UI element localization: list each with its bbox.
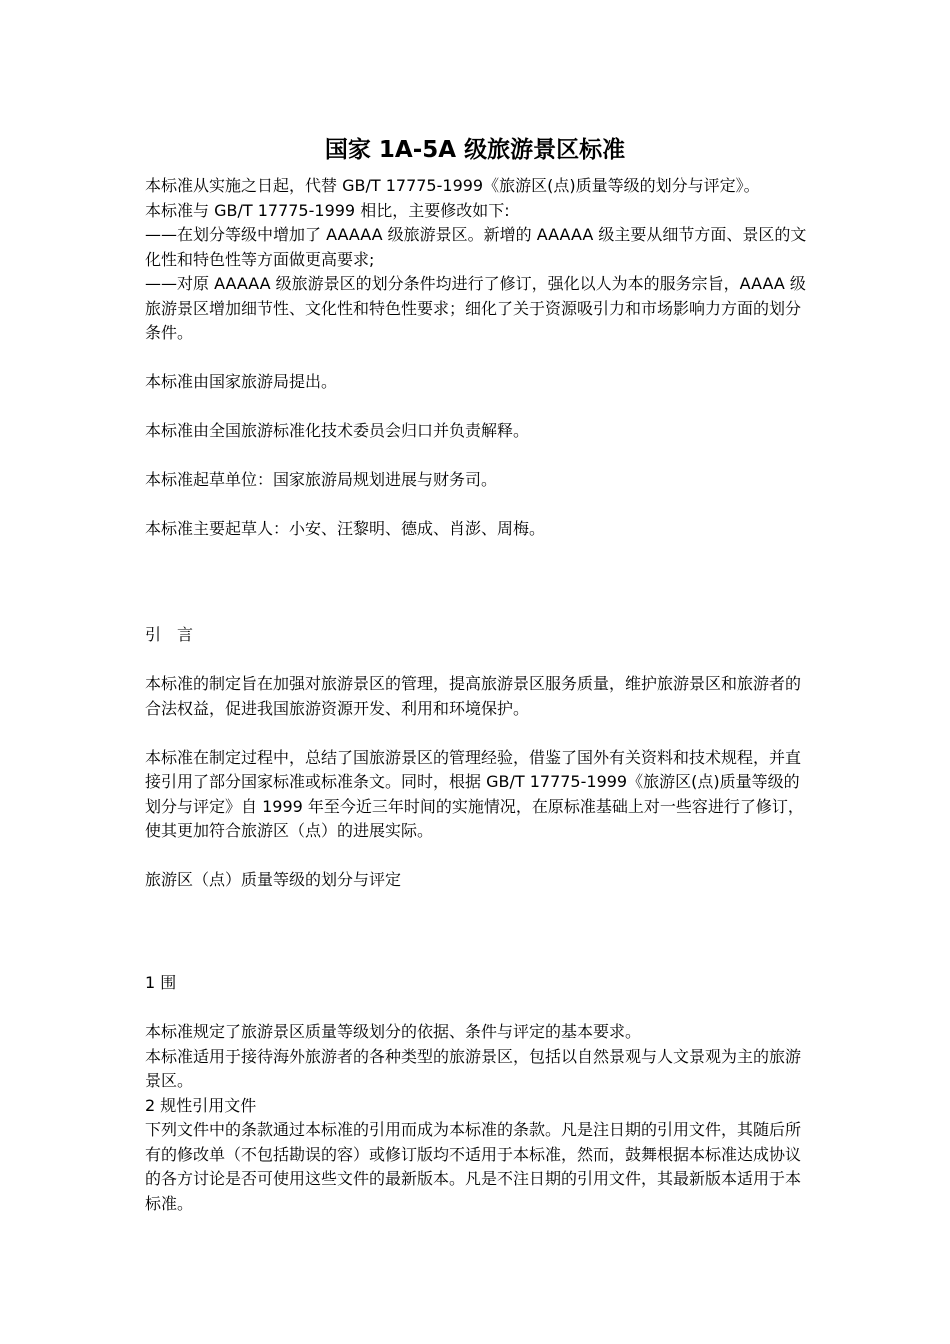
blank-line: [145, 395, 813, 420]
foreword-proposed-by: 本标准由国家旅游局提出。: [145, 372, 338, 391]
section-1-line-1: 本标准规定了旅游景区质量等级划分的依据、条件与评定的基本要求。: [145, 1022, 642, 1041]
foreword-drafters: 本标准主要起草人：小安、汪黎明、德成、肖澎、周梅。: [145, 519, 546, 538]
section-1-heading: 1 围: [145, 973, 177, 992]
foreword-interpreted-by: 本标准由全国旅游标准化技术委员会归口并负责解释。: [145, 421, 530, 440]
foreword-changes-block: [145, 174, 813, 542]
section-1-line-2: 本标准适用于接待海外旅游者的各种类型的旅游景区，包括以自然景观与人文景观为主的旅游景区。: [145, 1046, 802, 1090]
foreword-line-compared: 本标准与 GB/T 17775-1999 相比，主要修改如下:: [145, 200, 510, 220]
document-title: 国家 1A-5A 级旅游景区标准: [324, 137, 626, 163]
standard-name: 旅游区（点）质量等级的划分与评定: [145, 870, 402, 889]
introduction-paragraph-2: 本标准在制定过程中，总结了国旅游景区的管理经验，借鉴了国外有关资料和技术规程，并直接引用了部分国家标准或标准条文。同时，根据 GB/T 17775-1999《旅游区(点)质量等级的划分与评定》自 1999 年至今近三年时间的实施情况，在原标准基础上对一些容进行了修订，使其更加符合旅游区（点）的进展实际。: [145, 747, 804, 840]
blank-line: [145, 844, 813, 869]
introduction-block: [145, 623, 813, 893]
foreword-line-replaces: 本标准从实施之日起，代替 GB/T 17775-1999《旅游区(点)质量等级的划分与评定》。: [145, 176, 760, 195]
introduction-paragraph-1: 本标准的制定旨在加强对旅游景区的管理，提高旅游景区服务质量，维护旅游景区和旅游者的合法权益，促进我国旅游资源开发、利用和环境保护。: [145, 674, 802, 718]
foreword-change-item-1: ——在划分等级中增加了 AAAAA 级旅游景区。新增的 AAAAA 级主要从细节方面、景区的文化性和特色性等方面做更高要求;: [145, 225, 807, 269]
blank-line: [145, 346, 813, 371]
section-2-paragraph: 下列文件中的条款通过本标准的引用而成为本标准的条款。凡是注日期的引用文件，其随后所有的修改单（不包括勘误的容）或修订版均不适用于本标准，然而，鼓舞根据本标准达成协议的各方讨论是否可使用这些文件的最新版本。凡是不注日期的引用文件，其最新版本适用于本标准。: [145, 1120, 802, 1213]
blank-line: [145, 444, 813, 469]
blank-line: [145, 648, 813, 673]
foreword-drafting-unit: 本标准起草单位：国家旅游局规划进展与财务司。: [145, 470, 498, 489]
blank-line: [145, 721, 813, 746]
section-2-heading: 2 规性引用文件: [145, 1095, 257, 1115]
blank-line: [145, 996, 813, 1021]
blank-line: [145, 493, 813, 518]
section-1-block: [145, 971, 813, 1216]
introduction-heading: 引 言: [145, 625, 194, 644]
foreword-change-item-2: ——对原 AAAAA 级旅游景区的划分条件均进行了修订，强化以人为本的服务宗旨，AAAA 级旅游景区增加细节性、文化性和特色性要求；细化了关于资源吸引力和市场影响力方面的划分条件。: [145, 274, 806, 342]
